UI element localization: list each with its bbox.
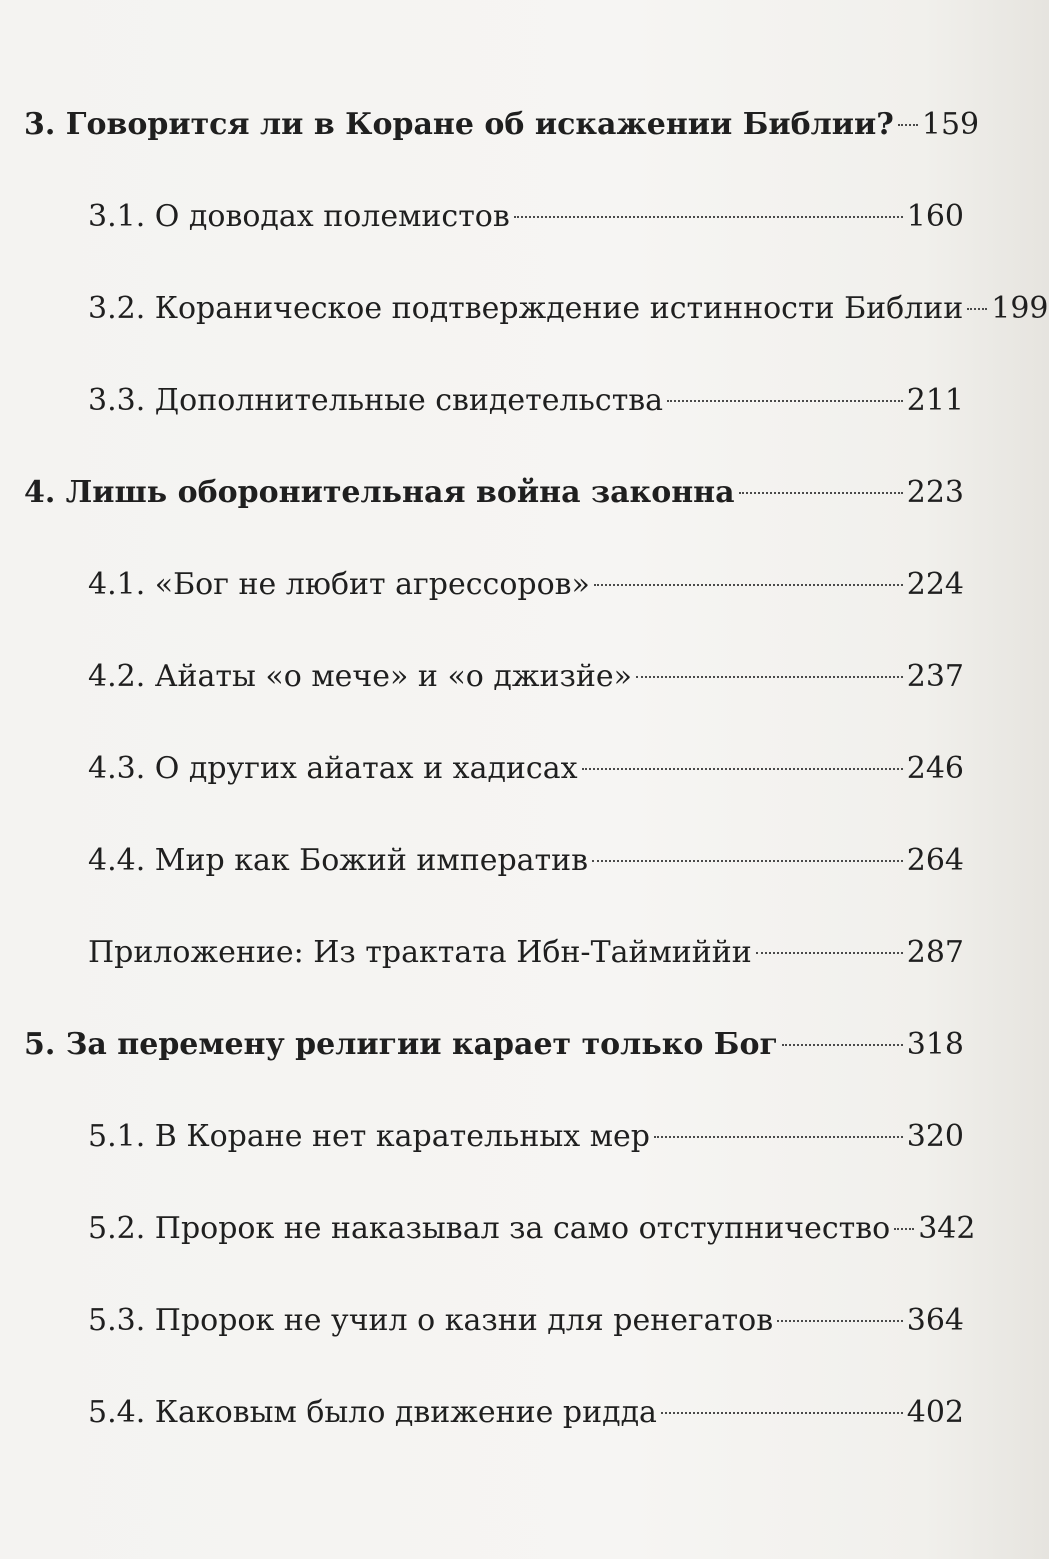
- dot-leader: [898, 124, 918, 126]
- toc-entry-page-number: 318: [906, 1027, 964, 1062]
- toc-entry-section-3-1: [24, 171, 964, 263]
- toc-entry-title: 4. Лишь оборонительная война законна: [24, 475, 735, 510]
- toc-entry-title: 5.1. В Коране нет карательных мер: [88, 1119, 650, 1154]
- toc-entry-title: 4.1. «Бог не любит агрессоров»: [88, 567, 590, 602]
- dot-leader: [636, 676, 903, 678]
- toc-entry-page-number: 402: [906, 1395, 964, 1430]
- toc-entry-section-3-2: [24, 263, 1049, 355]
- dot-leader: [894, 1228, 914, 1230]
- dot-leader: [582, 768, 903, 770]
- toc-entry-page-number: 320: [906, 1119, 964, 1154]
- toc-entry-chapter-4: [24, 447, 964, 539]
- dot-leader: [756, 952, 903, 954]
- toc-entry-chapter-5: [24, 999, 964, 1091]
- toc-entry-page-number: 246: [906, 751, 964, 786]
- toc-entry-section-5-1: [24, 1091, 964, 1183]
- toc-entry-title: 4.2. Айаты «о мече» и «о джизйе»: [88, 659, 632, 694]
- toc-entry-section-4-2: [24, 631, 964, 723]
- dot-leader: [782, 1044, 903, 1046]
- toc-entry-page-number: 223: [906, 475, 964, 510]
- dot-leader: [654, 1136, 903, 1138]
- dot-leader: [967, 308, 987, 310]
- toc-entry-page-number: 224: [906, 567, 964, 602]
- toc-entry-chapter-3: [24, 79, 980, 171]
- dot-leader: [514, 216, 903, 218]
- toc-entry-page-number: 364: [906, 1303, 964, 1338]
- dot-leader: [739, 492, 903, 494]
- toc-entry-title: 4.4. Мир как Божий императив: [88, 843, 589, 878]
- toc-entry-appendix: [24, 907, 964, 999]
- toc-entry-title: 5.2. Пророк не наказывал за само отступничество: [88, 1211, 891, 1246]
- dot-leader: [661, 1412, 903, 1414]
- toc-entry-title: 5. За перемену религии карает только Бог: [24, 1027, 778, 1062]
- toc-entry-section-4-1: [24, 539, 964, 631]
- toc-entry-title: 5.3. Пророк не учил о казни для ренегатов: [88, 1303, 774, 1338]
- toc-entry-page-number: 159: [921, 107, 980, 142]
- toc-entry-page-number: 160: [906, 199, 964, 234]
- toc-entry-section-4-3: [24, 723, 964, 815]
- toc-entry-title: Приложение: Из трактата Ибн-Таймиййи: [88, 935, 752, 970]
- toc-entry-section-5-4: [24, 1367, 964, 1459]
- dot-leader: [594, 584, 903, 586]
- toc-entry-page-number: 264: [906, 843, 964, 878]
- toc-entry-page-number: 237: [906, 659, 964, 694]
- toc-entry-page-number: 211: [906, 383, 964, 418]
- toc-entry-page-number: 287: [906, 935, 964, 970]
- dot-leader: [592, 860, 903, 862]
- toc-entry-section-3-3: [24, 355, 964, 447]
- toc-entry-page-number: 342: [918, 1211, 976, 1246]
- toc-entry-title: 3.2. Кораническое подтверждение истинности Библии: [88, 291, 964, 326]
- toc-entry-title: 3. Говорится ли в Коране об искажении Библии?: [24, 107, 894, 142]
- dot-leader: [777, 1320, 903, 1322]
- toc-entry-section-5-2: [24, 1183, 976, 1275]
- table-of-contents: [24, 79, 1049, 1459]
- toc-entry-title: 3.1. О доводах полемистов: [88, 199, 510, 234]
- toc-entry-title: 4.3. О других айатах и хадисах: [88, 751, 578, 786]
- toc-entry-title: 3.3. Дополнительные свидетельства: [88, 383, 664, 418]
- toc-entry-section-4-4: [24, 815, 964, 907]
- toc-entry-section-5-3: [24, 1275, 964, 1367]
- toc-entry-page-number: 199: [991, 291, 1049, 326]
- dot-leader: [667, 400, 903, 402]
- toc-entry-title: 5.4. Каковым было движение ридда: [88, 1395, 657, 1430]
